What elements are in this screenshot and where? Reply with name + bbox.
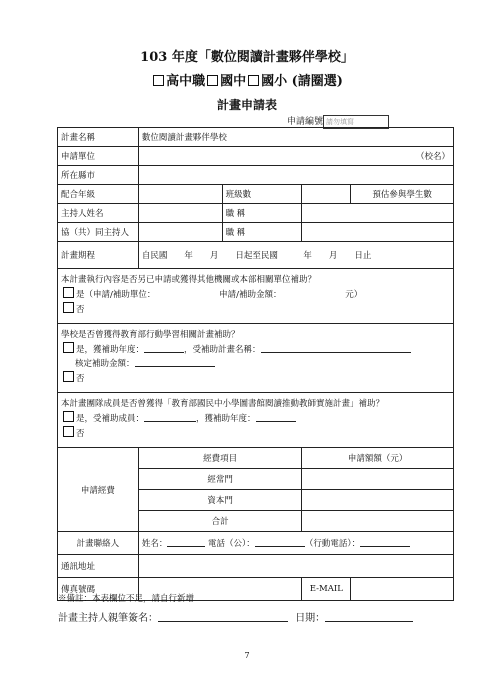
row-contact	[58, 532, 454, 555]
fax-label: 傳真號碼	[58, 578, 139, 601]
unit-suffix: （校名）	[415, 152, 450, 162]
county-label: 所在縣市	[58, 166, 139, 185]
row-plan-name	[58, 128, 454, 147]
q2-plan-field[interactable]	[261, 343, 411, 353]
q2-amount-field[interactable]	[135, 357, 215, 367]
period-value[interactable]: 自民國 年 月 日起至民國 年 月 日止	[138, 242, 453, 269]
row-applicant-unit	[58, 147, 454, 166]
date-label: 日期：	[295, 613, 326, 624]
application-number-field[interactable]: 請勿填寫	[323, 115, 389, 129]
q2-year-field[interactable]	[144, 343, 184, 353]
contact-mobile-label: （行動電話）：	[304, 539, 361, 549]
copi-title-label: 職 稱	[222, 223, 302, 242]
funding-col-item: 經費項目	[138, 448, 302, 469]
pi-title-field[interactable]	[302, 204, 454, 223]
q2-plan-label: ，受補助計畫名稱：	[184, 345, 261, 355]
students-label: 預估參與學生數	[351, 185, 454, 204]
period-label: 計畫期程	[58, 242, 139, 269]
q2-yes-checkbox[interactable]	[63, 342, 74, 353]
email-field[interactable]	[351, 578, 454, 601]
checkbox-high-school[interactable]	[153, 75, 164, 86]
row-q2	[58, 324, 454, 393]
q3-yes-checkbox[interactable]	[63, 411, 74, 422]
row-q3	[58, 393, 454, 448]
funding-item-total: 合計	[138, 511, 302, 532]
pi-label: 主持人姓名	[58, 204, 139, 223]
plan-name-label: 計畫名稱	[58, 128, 139, 147]
checkbox-elementary[interactable]	[248, 75, 259, 86]
contact-name-field[interactable]	[167, 537, 205, 547]
copi-label: 協（共）同主持人	[58, 223, 139, 242]
funding-header-row	[58, 448, 454, 469]
classes-label: 班級數	[222, 185, 302, 204]
application-form-table	[57, 127, 454, 601]
q2-amount-label: 核定補助金額：	[75, 359, 135, 369]
unit-label: 申請單位	[58, 147, 139, 166]
q2-no-checkbox[interactable]	[63, 371, 74, 382]
level-elem-label: 國小 (請圈選)	[261, 74, 343, 89]
contact-phone-field[interactable]	[255, 537, 305, 547]
level-junior-label: 國中	[220, 74, 247, 89]
q1-question: 本計畫執行內容是否另已申請或獲得其他機關或本部相關單位補助？	[61, 275, 317, 285]
row-grade	[58, 185, 454, 204]
copi-title-field[interactable]	[302, 223, 454, 242]
checkbox-junior-high[interactable]	[207, 75, 218, 86]
page-number: 7	[244, 651, 250, 660]
form-title: 計畫申請表	[216, 98, 277, 112]
county-field[interactable]	[138, 166, 453, 185]
pi-field[interactable]	[138, 204, 222, 223]
grade-field[interactable]	[138, 185, 222, 204]
q3-year-field[interactable]	[256, 412, 296, 422]
q3-year-label: ，獲補助年度：	[196, 414, 256, 424]
date-field[interactable]	[325, 610, 413, 622]
funding-amount-recurrent[interactable]	[302, 469, 454, 490]
q3-member-label: 是，受補助成員：	[76, 414, 145, 424]
contact-mobile-field[interactable]	[360, 537, 410, 547]
school-level-selector	[0, 70, 494, 89]
contact-phone-label: 電話（公）：	[208, 539, 255, 549]
q2-question: 學校是否曾獲得教育部行動學習相關計畫補助？	[61, 330, 240, 340]
level-high-label: 高中職	[166, 74, 206, 89]
signature-field[interactable]	[158, 610, 288, 622]
q1-no-checkbox[interactable]	[63, 302, 74, 313]
funding-item-capital: 資本門	[138, 490, 302, 511]
plan-name-value: 數位閱讀計畫夥伴學校	[138, 128, 453, 147]
row-pi	[58, 204, 454, 223]
q1-yes-label: 是（申請/補助單位： 申請/補助金額： 元）	[76, 290, 363, 300]
q3-member-field[interactable]	[144, 412, 196, 422]
funding-col-amount: 申請額額（元）	[302, 448, 454, 469]
q3-question: 本計畫團隊成員是否曾獲得「教育部國民中小學圖書館閱讀推動教師實施計畫」補助？	[61, 399, 385, 409]
address-label: 通訊地址	[58, 555, 139, 578]
signature-label: 計畫主持人親筆簽名：	[58, 613, 158, 624]
contact-name-label: 姓名：	[141, 539, 168, 549]
q2-year-label: 是，獲補助年度：	[76, 345, 145, 355]
footnote: ※備註：本表欄位不足，請自行新增	[58, 594, 195, 604]
funding-label: 申請經費	[58, 448, 139, 532]
q2-no-label: 否	[76, 374, 85, 384]
contact-label: 計畫聯絡人	[58, 532, 139, 555]
email-label: E-MAIL	[302, 578, 351, 601]
classes-field[interactable]	[302, 185, 351, 204]
row-county	[58, 166, 454, 185]
address-field[interactable]	[138, 555, 453, 578]
grade-label: 配合年級	[58, 185, 139, 204]
funding-item-recurrent: 經常門	[138, 469, 302, 490]
row-copi	[58, 223, 454, 242]
funding-amount-capital[interactable]	[302, 490, 454, 511]
row-address	[58, 555, 454, 578]
unit-field[interactable]	[138, 147, 453, 166]
row-q1	[58, 269, 454, 324]
q1-no-label: 否	[76, 305, 85, 315]
row-period	[58, 242, 454, 269]
document-title: 103 年度「數位閱讀計畫夥伴學校」	[140, 50, 354, 65]
q1-yes-checkbox[interactable]	[63, 287, 74, 298]
q3-no-checkbox[interactable]	[63, 426, 74, 437]
funding-amount-total[interactable]	[302, 511, 454, 532]
pi-title-label: 職 稱	[222, 204, 302, 223]
signature-line	[58, 609, 413, 624]
q3-no-label: 否	[76, 429, 85, 439]
copi-field[interactable]	[138, 223, 222, 242]
application-number-label: 申請編號	[287, 117, 324, 127]
